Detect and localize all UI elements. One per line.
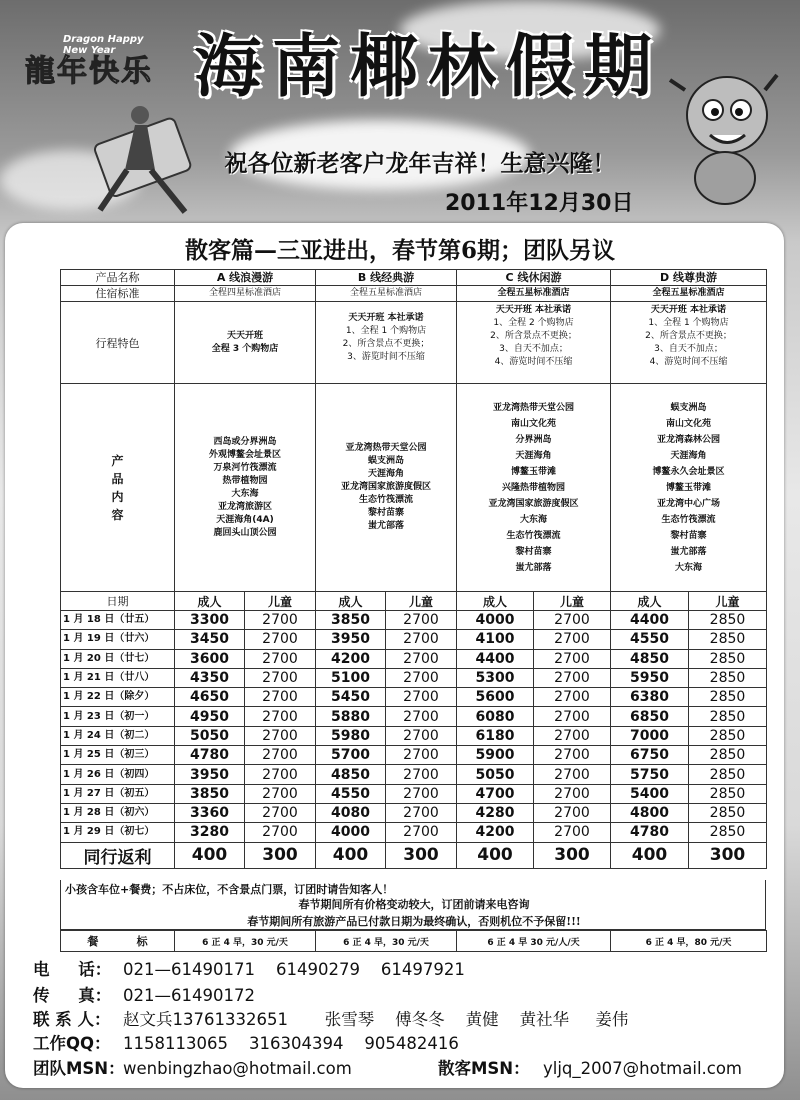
adult-price: 4950 — [175, 707, 245, 726]
feature-line: 天天开班 本社承诺 — [495, 305, 572, 315]
price-table — [60, 269, 767, 869]
adult-price: 5400 — [611, 784, 689, 803]
phone-label: 电 话： — [33, 960, 112, 979]
adult-price: 3950 — [316, 630, 386, 649]
subtitle: 散客篇—三亚进出，春节第6期；团队另议 — [184, 237, 615, 264]
child-price: 2850 — [689, 668, 767, 687]
dragon-mascot-icon — [665, 60, 780, 210]
feature-line: 3、自天不加点； — [654, 344, 723, 354]
content-row — [61, 384, 767, 592]
child-price: 2700 — [386, 611, 457, 630]
adult-price: 5100 — [316, 668, 386, 687]
departure-date: 1 月 22 日（除夕） — [61, 688, 175, 707]
attraction: 热带植物园 — [222, 475, 268, 486]
child-price: 2700 — [245, 746, 316, 765]
attraction: 外观博鳌会址景区 — [208, 449, 281, 460]
adult-price: 5700 — [316, 746, 386, 765]
attraction: 博鳌玉带滩 — [510, 466, 556, 477]
child-price: 2700 — [245, 823, 316, 842]
attraction: 生态竹筏漂流 — [358, 495, 413, 505]
attraction: 天涯海角(4A) — [216, 514, 274, 525]
child-price: 2700 — [534, 823, 611, 842]
attraction: 蜈支洲岛 — [367, 456, 404, 466]
adult-price: 5050 — [457, 765, 534, 784]
attraction: 万泉河竹筏漂流 — [213, 462, 277, 473]
rebate-value: 300 — [534, 842, 611, 868]
child-price: 2700 — [534, 611, 611, 630]
adult-price: 5880 — [316, 707, 386, 726]
child-price: 2700 — [245, 726, 316, 745]
rebate-value: 300 — [245, 842, 316, 868]
attraction: 西岛或分界洲岛 — [213, 436, 277, 447]
adult-price: 4780 — [175, 746, 245, 765]
attraction: 亚龙湾森林公园 — [656, 434, 720, 445]
attraction: 天涯海角 — [670, 450, 707, 461]
child-price: 2700 — [534, 668, 611, 687]
note-price-change: 春节期间所有价格变动较大，订团前请来电咨询 — [298, 898, 530, 911]
child-price: 2700 — [534, 765, 611, 784]
adult-price: 4100 — [457, 630, 534, 649]
fax-value: 021—61490172 — [123, 986, 255, 1005]
attraction: 亚龙湾国家旅游度假区 — [340, 482, 431, 492]
individual-msn-value[interactable]: yljq_2007@hotmail.com — [543, 1059, 743, 1078]
child-price: 2700 — [534, 784, 611, 803]
greeting-text: 祝各位新老客户龙年吉祥！生意兴隆！ — [224, 151, 616, 177]
price-row — [61, 784, 767, 803]
product-d-features — [611, 302, 767, 384]
departure-date: 1 月 20 日（廿七） — [61, 649, 175, 668]
individual-msn-label: 散客MSN： — [438, 1059, 530, 1078]
adult-price: 7000 — [611, 726, 689, 745]
logo-english: Dragon Happy New Year — [63, 34, 144, 56]
product-d-content — [611, 384, 767, 592]
product-c-features — [457, 302, 611, 384]
adult-price: 4550 — [611, 630, 689, 649]
adult-price: 3450 — [175, 630, 245, 649]
child-price: 2700 — [245, 803, 316, 822]
child-header: 儿童 — [689, 592, 767, 611]
child-price: 2700 — [534, 746, 611, 765]
child-header: 儿童 — [386, 592, 457, 611]
price-row — [61, 630, 767, 649]
product-a-content — [175, 384, 316, 592]
child-price: 2700 — [386, 803, 457, 822]
adult-price: 5600 — [457, 688, 534, 707]
child-price: 2850 — [689, 765, 767, 784]
price-row — [61, 765, 767, 784]
child-price: 2700 — [386, 746, 457, 765]
attraction: 博鳌永久会址景区 — [652, 466, 725, 477]
label-content — [61, 384, 175, 592]
child-price: 2700 — [386, 688, 457, 707]
product-a-hotel: 全程四星标准酒店 — [175, 286, 316, 302]
adult-header: 成人 — [611, 592, 689, 611]
child-price: 2850 — [689, 707, 767, 726]
price-row — [61, 611, 767, 630]
price-row — [61, 649, 767, 668]
rebate-value: 300 — [689, 842, 767, 868]
attraction: 蚩尤部落 — [367, 521, 404, 531]
feature-line: 2、所含景点不更换； — [490, 331, 577, 341]
rebate-value: 400 — [611, 842, 689, 868]
attraction: 蚩尤部落 — [515, 562, 552, 573]
attraction: 大东海 — [231, 488, 259, 499]
adult-price: 6850 — [611, 707, 689, 726]
adult-price: 3360 — [175, 803, 245, 822]
feature-line: 天天开班 本社承诺 — [348, 313, 424, 323]
adult-price: 4400 — [611, 611, 689, 630]
page-title: 海南椰林假期 — [193, 27, 662, 107]
product-b-features — [316, 302, 457, 384]
child-price: 2850 — [689, 649, 767, 668]
child-price: 2700 — [245, 688, 316, 707]
adult-price: 3280 — [175, 823, 245, 842]
departure-date: 1 月 24 日（初二） — [61, 726, 175, 745]
adult-price: 3950 — [175, 765, 245, 784]
feature-line: 天天开班 本社承诺 — [650, 305, 727, 315]
adult-price: 4850 — [611, 649, 689, 668]
child-price: 2700 — [386, 630, 457, 649]
child-price: 2700 — [386, 707, 457, 726]
price-row — [61, 803, 767, 822]
feature-line: 4、游览时间不压缩 — [494, 357, 573, 367]
child-price: 2850 — [689, 784, 767, 803]
attraction: 亚龙湾热带天堂公园 — [492, 402, 574, 413]
adult-price: 5900 — [457, 746, 534, 765]
label-product: 产品名称 — [61, 270, 175, 286]
attraction: 蜈支洲岛 — [670, 402, 707, 413]
attraction: 黎村苗寨 — [367, 508, 404, 518]
price-row — [61, 688, 767, 707]
feature-line: 2、所含景点不更换； — [342, 339, 430, 349]
issue-date: 2011年12月30日 — [445, 191, 634, 216]
adult-price: 5980 — [316, 726, 386, 745]
child-price: 2700 — [245, 649, 316, 668]
departure-date: 1 月 25 日（初三） — [61, 746, 175, 765]
rebate-value: 300 — [386, 842, 457, 868]
child-price: 2700 — [245, 765, 316, 784]
rebate-row — [61, 842, 767, 868]
product-b-name: B 线经典游 — [316, 270, 457, 286]
attraction: 大东海 — [674, 562, 702, 573]
child-price: 2850 — [689, 823, 767, 842]
label-hotel: 住宿标准 — [61, 286, 175, 302]
attraction: 亚龙湾国家旅游度假区 — [488, 498, 579, 509]
adult-price: 4000 — [316, 823, 386, 842]
attraction: 亚龙湾中心广场 — [656, 498, 720, 509]
adult-price: 6750 — [611, 746, 689, 765]
adult-header: 成人 — [316, 592, 386, 611]
adult-price: 4780 — [611, 823, 689, 842]
child-header: 儿童 — [534, 592, 611, 611]
rebate-value: 400 — [457, 842, 534, 868]
adult-price: 4200 — [316, 649, 386, 668]
adult-price: 4280 — [457, 803, 534, 822]
phone-value: 021—61490171 61490279 61497921 — [123, 960, 465, 979]
departure-date: 1 月 26 日（初四） — [61, 765, 175, 784]
adult-price: 5300 — [457, 668, 534, 687]
child-price: 2700 — [386, 668, 457, 687]
meal-value: 6 正 4 早，30 元/天 — [316, 931, 457, 952]
feature-line: 4、游览时间不压缩 — [649, 357, 728, 367]
adult-header: 成人 — [457, 592, 534, 611]
adult-price: 5750 — [611, 765, 689, 784]
hotel-row — [61, 286, 767, 302]
note-payment: 春节期间所有旅游产品已付款日期为最终确认，否则机位不予保留!!! — [247, 915, 581, 928]
rebate-value: 400 — [316, 842, 386, 868]
feature-line: 1、全程 1 个购物店 — [648, 318, 729, 328]
attraction: 生态竹筏漂流 — [506, 530, 561, 541]
feature-line: 1、全程 1 个购物店 — [345, 326, 427, 336]
child-price: 2700 — [386, 765, 457, 784]
child-price: 2700 — [245, 784, 316, 803]
child-price: 2850 — [689, 630, 767, 649]
departure-date: 1 月 28 日（初六） — [61, 803, 175, 822]
label-content-char: 产 — [111, 453, 124, 468]
meal-table — [60, 930, 767, 952]
adult-price: 4650 — [175, 688, 245, 707]
product-d-hotel: 全程五星标准酒店 — [611, 286, 767, 302]
adult-price: 4200 — [457, 823, 534, 842]
adult-price: 5950 — [611, 668, 689, 687]
attraction: 分界洲岛 — [515, 434, 552, 445]
child-price: 2700 — [386, 823, 457, 842]
team-msn-value[interactable]: wenbingzhao@hotmail.com — [123, 1059, 352, 1078]
attraction: 黎村苗寨 — [515, 546, 552, 557]
notes-box — [60, 880, 766, 930]
attraction: 天涯海角 — [367, 469, 404, 479]
child-price: 2700 — [245, 611, 316, 630]
logo-chinese: 龍年快乐 — [25, 54, 153, 89]
adult-price: 3300 — [175, 611, 245, 630]
attraction: 兴隆热带植物园 — [501, 482, 565, 493]
attraction: 亚龙湾旅游区 — [217, 501, 272, 512]
child-price: 2700 — [534, 707, 611, 726]
label-content-char: 内 — [111, 489, 124, 504]
child-price: 2700 — [534, 803, 611, 822]
child-price: 2850 — [689, 611, 767, 630]
meal-row — [61, 931, 767, 952]
feature-line: 3、自天不加点； — [499, 344, 568, 354]
child-price: 2700 — [245, 668, 316, 687]
price-row — [61, 823, 767, 842]
rebate-label: 同行返利 — [61, 842, 175, 868]
child-header: 儿童 — [245, 592, 316, 611]
attraction: 黎村苗寨 — [670, 530, 707, 541]
label-content-char: 品 — [111, 471, 124, 486]
adult-price: 6380 — [611, 688, 689, 707]
attraction: 天涯海角 — [515, 450, 552, 461]
team-msn-label: 团队MSN： — [33, 1059, 125, 1078]
attraction: 鹿回头山顶公园 — [213, 527, 277, 538]
departure-date: 1 月 21 日（廿八） — [61, 668, 175, 687]
departure-date: 1 月 29 日（初七） — [61, 823, 175, 842]
price-row — [61, 726, 767, 745]
price-rows — [61, 611, 767, 843]
child-price: 2700 — [534, 688, 611, 707]
qq-label: 工作QQ： — [33, 1034, 111, 1053]
attraction: 亚龙湾热带天堂公园 — [345, 443, 427, 453]
fax-label: 传 真： — [33, 986, 112, 1005]
child-price: 2850 — [689, 803, 767, 822]
adult-price: 4000 — [457, 611, 534, 630]
child-price: 2700 — [386, 649, 457, 668]
product-d-name: D 线尊贵游 — [611, 270, 767, 286]
logo — [25, 34, 160, 92]
meal-value: 6 正 4 早，80 元/天 — [611, 931, 767, 952]
feature-line: 天天开班 — [226, 330, 263, 341]
feature-line: 1、全程 2 个购物店 — [493, 318, 574, 328]
adult-price: 4700 — [457, 784, 534, 803]
child-price: 2850 — [689, 688, 767, 707]
adult-price: 5450 — [316, 688, 386, 707]
meal-value: 6 正 4 早 30 元/人/天 — [457, 931, 611, 952]
child-price: 2700 — [534, 726, 611, 745]
contact-person-label: 联 系 人： — [33, 1010, 111, 1029]
label-features: 行程特色 — [61, 302, 175, 384]
feature-line: 2、所含景点不更换； — [645, 331, 732, 341]
child-price: 2700 — [245, 707, 316, 726]
rebate-value: 400 — [175, 842, 245, 868]
adult-price: 4080 — [316, 803, 386, 822]
adult-price: 3850 — [175, 784, 245, 803]
adult-price: 6080 — [457, 707, 534, 726]
departure-date: 1 月 18 日（廿五） — [61, 611, 175, 630]
product-a-name: A 线浪漫游 — [175, 270, 316, 286]
qq-value: 1158113065 316304394 905482416 — [123, 1034, 459, 1053]
product-b-hotel: 全程五星标准酒店 — [316, 286, 457, 302]
attraction: 南山文化苑 — [665, 418, 711, 429]
attraction: 蚩尤部落 — [670, 546, 707, 557]
note-children: 小孩含车位+餐费；不占床位，不含景点门票，订团时请告知客人！ — [65, 883, 394, 896]
feature-line: 全程 3 个购物店 — [211, 343, 279, 354]
adult-price: 4800 — [611, 803, 689, 822]
departure-date: 1 月 27 日（初五） — [61, 784, 175, 803]
attraction: 博鳌玉带滩 — [665, 482, 711, 493]
product-c-name: C 线休闲游 — [457, 270, 611, 286]
child-price: 2700 — [386, 784, 457, 803]
child-price: 2700 — [386, 726, 457, 745]
departure-date: 1 月 23 日（初一） — [61, 707, 175, 726]
product-name-row — [61, 270, 767, 286]
price-header-row — [61, 592, 767, 611]
product-c-content — [457, 384, 611, 592]
feature-line: 3、游览时间不压缩 — [347, 352, 425, 362]
price-row — [61, 707, 767, 726]
meal-value: 6 正 4 早，30 元/天 — [175, 931, 316, 952]
adult-price: 4350 — [175, 668, 245, 687]
child-price: 2700 — [534, 630, 611, 649]
product-c-hotel: 全程五星标准酒店 — [457, 286, 611, 302]
jumping-person-illustration — [85, 100, 195, 225]
child-price: 2700 — [245, 630, 316, 649]
label-content-text — [61, 452, 174, 524]
adult-price: 4400 — [457, 649, 534, 668]
adult-price: 4550 — [316, 784, 386, 803]
price-row — [61, 746, 767, 765]
product-a-features — [175, 302, 316, 384]
attraction: 生态竹筏漂流 — [661, 514, 716, 525]
contact-person-value: 赵文兵13761332651 张雪琴 傅冬冬 黄健 黄社华 姜伟 — [123, 1010, 629, 1029]
adult-price: 6180 — [457, 726, 534, 745]
departure-date: 1 月 19 日（廿六） — [61, 630, 175, 649]
label-date: 日期 — [61, 592, 175, 611]
adult-price: 3850 — [316, 611, 386, 630]
adult-price: 5050 — [175, 726, 245, 745]
attraction: 南山文化苑 — [510, 418, 556, 429]
adult-header: 成人 — [175, 592, 245, 611]
label-content-char: 容 — [111, 507, 124, 522]
meal-label: 餐 标 — [61, 931, 175, 952]
msn-row — [33, 1057, 783, 1081]
price-row — [61, 668, 767, 687]
product-b-content — [316, 384, 457, 592]
adult-price: 4850 — [316, 765, 386, 784]
child-price: 2850 — [689, 746, 767, 765]
adult-price: 3600 — [175, 649, 245, 668]
child-price: 2850 — [689, 726, 767, 745]
attraction: 大东海 — [519, 514, 547, 525]
features-row — [61, 302, 767, 384]
child-price: 2700 — [534, 649, 611, 668]
